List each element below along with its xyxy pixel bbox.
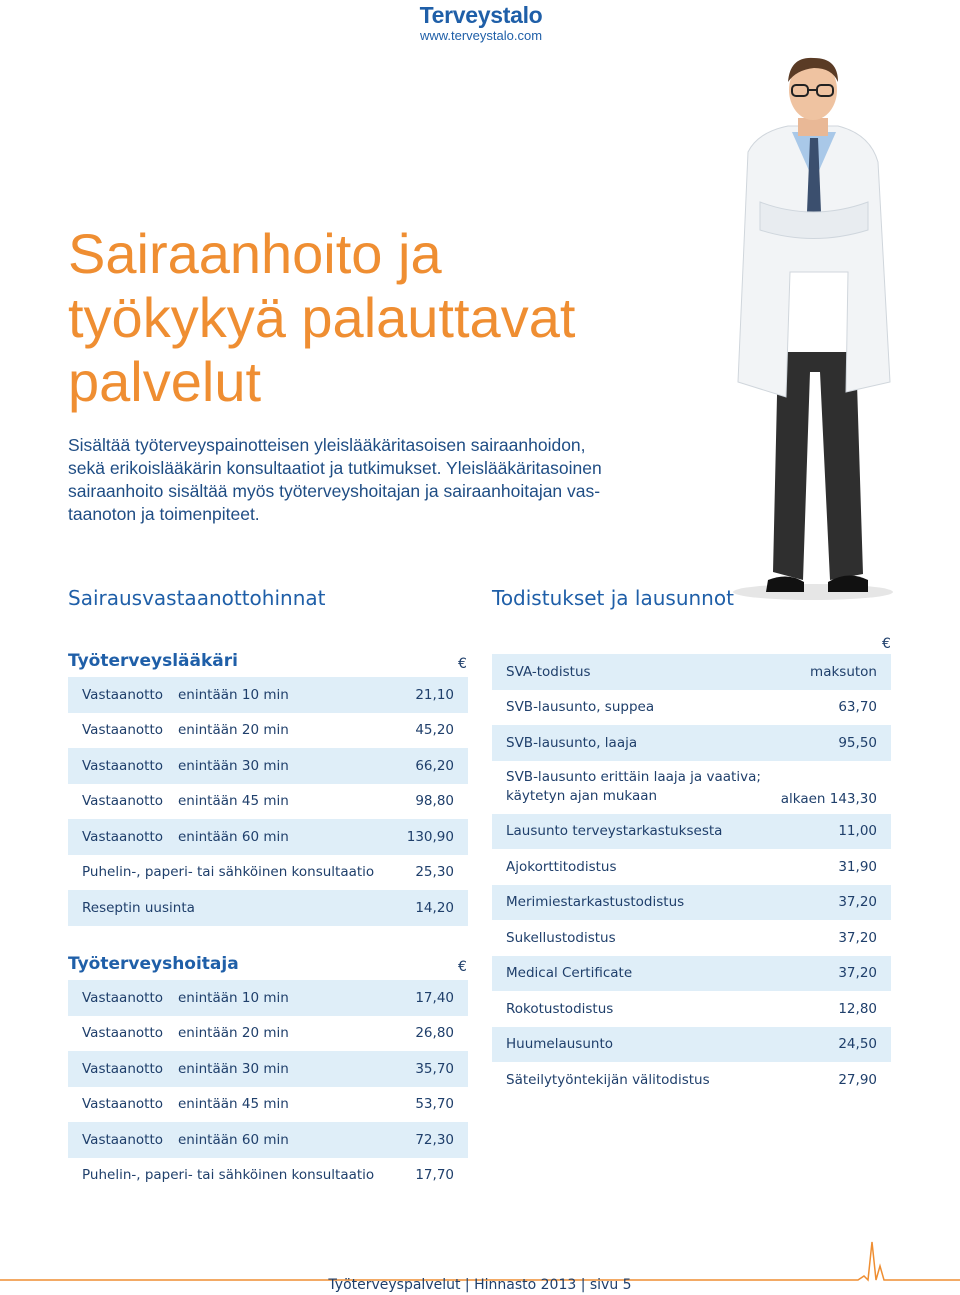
row-detail: enintään 30 min bbox=[178, 757, 289, 774]
group-title-doctor: Työterveyslääkäri bbox=[68, 651, 238, 671]
row-price: 17,40 bbox=[415, 989, 454, 1006]
row-price: 26,80 bbox=[415, 1025, 454, 1042]
table-row bbox=[492, 654, 891, 690]
row-detail: enintään 10 min bbox=[178, 989, 289, 1006]
table-row bbox=[492, 761, 891, 814]
row-label: Vastaanotto bbox=[82, 1025, 163, 1042]
table-row bbox=[68, 677, 468, 713]
table-row bbox=[492, 956, 891, 992]
row-price: 31,90 bbox=[838, 858, 877, 875]
row-price: 130,90 bbox=[406, 828, 454, 845]
row-price: 63,70 bbox=[838, 699, 877, 716]
row-price: 27,90 bbox=[838, 1071, 877, 1088]
row-label: Vastaanotto bbox=[82, 828, 163, 845]
row-price: 37,20 bbox=[838, 929, 877, 946]
row-price: alkaen 143,30 bbox=[780, 790, 877, 807]
table-row bbox=[68, 1122, 468, 1158]
nurse-price-table bbox=[68, 980, 468, 1193]
section-heading-certificates: Todistukset ja lausunnot bbox=[492, 586, 734, 610]
row-price: 37,20 bbox=[838, 965, 877, 982]
section-heading-sick-visits: Sairausvastaanottohinnat bbox=[68, 586, 326, 610]
row-price: 14,20 bbox=[415, 899, 454, 916]
row-label-line: käytetyn ajan mukaan bbox=[506, 788, 658, 804]
row-label: Merimiestarkastustodistus bbox=[506, 894, 685, 911]
row-price: 98,80 bbox=[415, 793, 454, 810]
title-line: Sairaanhoito ja bbox=[68, 222, 442, 285]
row-label: Vastaanotto bbox=[82, 722, 163, 739]
doctor-photo bbox=[728, 52, 898, 612]
row-label: Vastaanotto bbox=[82, 989, 163, 1006]
row-price: 25,30 bbox=[415, 864, 454, 881]
row-label: Vastaanotto bbox=[82, 686, 163, 703]
table-row bbox=[492, 1062, 891, 1098]
currency-label: € bbox=[458, 656, 467, 672]
row-detail: enintään 45 min bbox=[178, 793, 289, 810]
row-label: SVB-lausunto, laaja bbox=[506, 734, 638, 751]
table-row bbox=[68, 784, 468, 820]
row-label: Vastaanotto bbox=[82, 1096, 163, 1113]
row-price: 95,50 bbox=[838, 734, 877, 751]
table-row bbox=[68, 1051, 468, 1087]
doctor-price-table bbox=[68, 677, 468, 926]
table-row bbox=[68, 855, 468, 891]
row-detail: enintään 20 min bbox=[178, 1025, 289, 1042]
intro-line: taanoton ja toimenpiteet. bbox=[68, 504, 260, 524]
row-label: Vastaanotto bbox=[82, 1060, 163, 1077]
title-line: palvelut bbox=[68, 350, 262, 413]
row-price: 72,30 bbox=[415, 1131, 454, 1148]
table-row bbox=[492, 814, 891, 850]
table-row bbox=[68, 980, 468, 1016]
row-label: Rokotustodistus bbox=[506, 1000, 614, 1017]
page-title bbox=[68, 222, 688, 414]
row-detail: enintään 20 min bbox=[178, 722, 289, 739]
table-row bbox=[492, 920, 891, 956]
table-row bbox=[68, 748, 468, 784]
table-row bbox=[68, 1087, 468, 1123]
row-price: 35,70 bbox=[415, 1060, 454, 1077]
row-detail: enintään 10 min bbox=[178, 686, 289, 703]
row-label: Säteilytyöntekijän välitodistus bbox=[506, 1071, 710, 1088]
row-label: Medical Certificate bbox=[506, 965, 633, 982]
row-price: 12,80 bbox=[838, 1000, 877, 1017]
intro-paragraph bbox=[68, 434, 668, 526]
row-price: 45,20 bbox=[415, 722, 454, 739]
row-label: Vastaanotto bbox=[82, 793, 163, 810]
table-row bbox=[68, 713, 468, 749]
row-label: Sukellustodistus bbox=[506, 929, 616, 946]
row-label: SVA-todistus bbox=[506, 663, 591, 680]
row-label: SVB-lausunto, suppea bbox=[506, 699, 655, 716]
row-price: 37,20 bbox=[838, 894, 877, 911]
currency-label: € bbox=[458, 959, 467, 975]
table-row bbox=[68, 1016, 468, 1052]
row-price: 11,00 bbox=[838, 823, 877, 840]
row-price: 21,10 bbox=[415, 686, 454, 703]
page-footer: Työterveyspalvelut | Hinnasto 2013 | sivu 5 bbox=[328, 1277, 632, 1293]
row-price: 24,50 bbox=[838, 1036, 877, 1053]
row-price: 53,70 bbox=[415, 1096, 454, 1113]
intro-line: sekä erikoislääkärin konsultaatiot ja tutkimukset. Yleislääkäritasoinen bbox=[68, 458, 602, 478]
heartbeat-line-icon bbox=[0, 1236, 960, 1282]
table-row bbox=[68, 890, 468, 926]
table-row bbox=[492, 885, 891, 921]
row-label: Ajokorttitodistus bbox=[506, 858, 617, 875]
row-detail: enintään 60 min bbox=[178, 1131, 289, 1148]
row-detail: enintään 45 min bbox=[178, 1096, 289, 1113]
row-label: Vastaanotto bbox=[82, 757, 163, 774]
row-price: 17,70 bbox=[415, 1167, 454, 1184]
row-label: Huumelausunto bbox=[506, 1036, 613, 1053]
row-detail: enintään 60 min bbox=[178, 828, 289, 845]
row-label: Lausunto terveystarkastuksesta bbox=[506, 823, 723, 840]
row-price: 66,20 bbox=[415, 757, 454, 774]
table-row bbox=[492, 991, 891, 1027]
table-row bbox=[68, 1158, 468, 1194]
table-row bbox=[492, 1027, 891, 1063]
intro-line: Sisältää työterveyspainotteisen yleislääkäritasoisen sairaanhoidon, bbox=[68, 435, 586, 455]
row-label bbox=[506, 768, 781, 806]
row-detail: enintään 30 min bbox=[178, 1060, 289, 1077]
table-row bbox=[492, 849, 891, 885]
row-price: maksuton bbox=[810, 663, 877, 680]
intro-line: sairaanhoito sisältää myös työterveyshoitajan ja sairaanhoitajan vas- bbox=[68, 481, 601, 501]
row-label: Vastaanotto bbox=[82, 1131, 163, 1148]
logo-url[interactable]: www.terveystalo.com bbox=[419, 28, 543, 43]
table-row bbox=[492, 725, 891, 761]
terveystalo-logo[interactable] bbox=[416, 2, 546, 43]
group-title-nurse: Työterveyshoitaja bbox=[68, 954, 239, 974]
logo-name: Terveystalo bbox=[419, 2, 543, 28]
table-row bbox=[492, 690, 891, 726]
row-label: Puhelin-, paperi- tai sähköinen konsultaatio bbox=[82, 1167, 375, 1184]
currency-label: € bbox=[882, 636, 891, 652]
certificates-price-table bbox=[492, 654, 891, 1098]
row-label: Reseptin uusinta bbox=[82, 899, 195, 916]
title-line: työkykyä palauttavat bbox=[68, 286, 576, 349]
row-label-line: SVB-lausunto erittäin laaja ja vaativa; bbox=[506, 769, 761, 785]
table-row bbox=[68, 819, 468, 855]
row-label: Puhelin-, paperi- tai sähköinen konsultaatio bbox=[82, 864, 375, 881]
